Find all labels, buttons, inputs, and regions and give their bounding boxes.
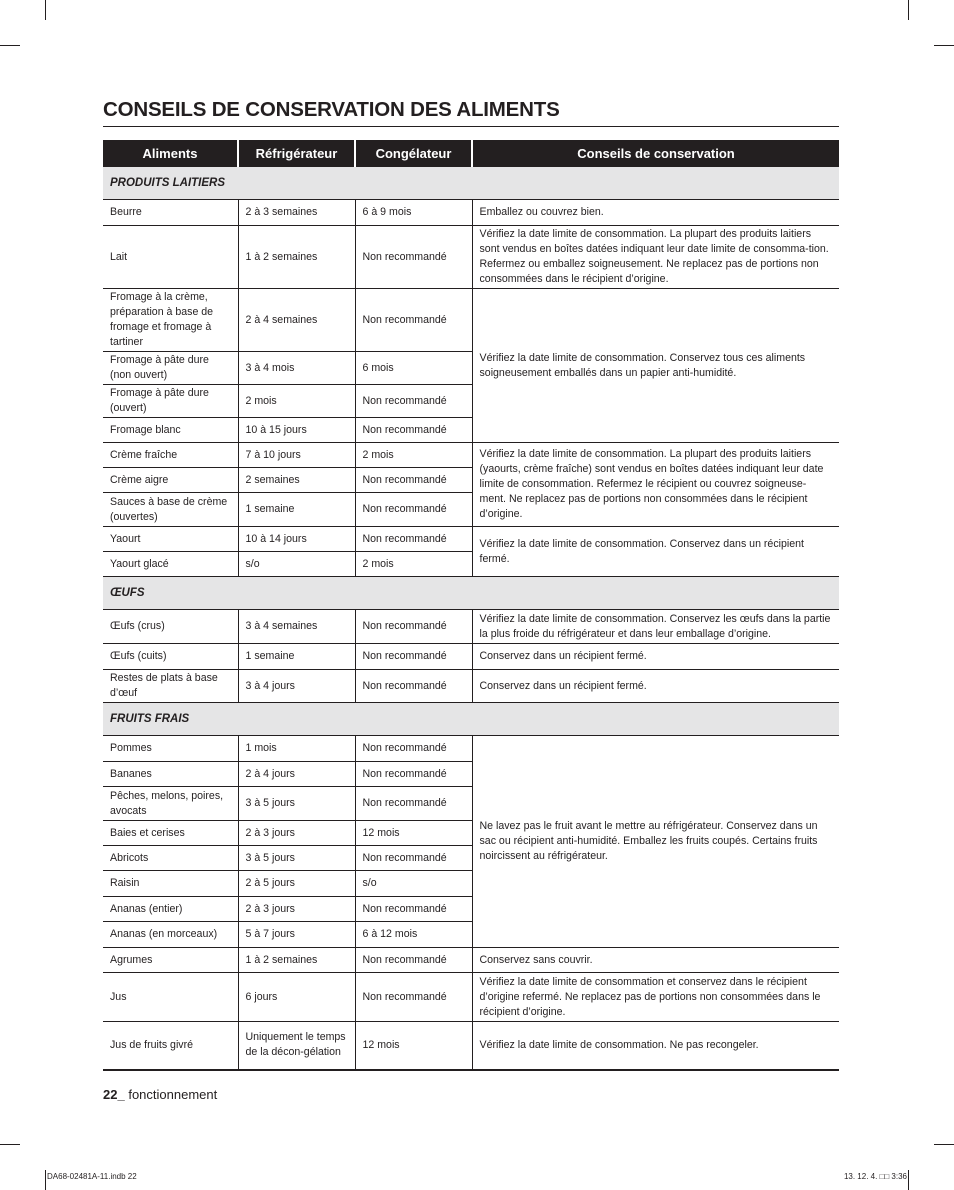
- cell-freezer: 12 mois: [355, 821, 472, 846]
- cell-advice: Ne lavez pas le fruit avant le mettre au réfrigérateur. Conservez dans un sac ou récipient anti-humidité. Emballez les fruits coupés. Certains fruits noircissent au réfrigérateur.: [472, 736, 839, 948]
- table-header: [103, 140, 839, 167]
- cell-fridge: 10 à 15 jours: [238, 418, 355, 443]
- cell-food: Beurre: [103, 200, 238, 226]
- cell-advice: Conservez dans un récipient fermé.: [472, 644, 839, 670]
- cell-food: Fromage à la crème, préparation à base de fromage et fromage à tartiner: [103, 289, 238, 352]
- cell-food: Yaourt glacé: [103, 552, 238, 577]
- cell-fridge: 1 semaine: [238, 644, 355, 670]
- cell-food: Œufs (cuits): [103, 644, 238, 670]
- cell-freezer: Non recommandé: [355, 670, 472, 703]
- table-row: [103, 736, 839, 762]
- cell-food: Fromage blanc: [103, 418, 238, 443]
- cell-fridge: 7 à 10 jours: [238, 443, 355, 468]
- cell-freezer: Non recommandé: [355, 468, 472, 493]
- cell-food: Crème aigre: [103, 468, 238, 493]
- print-slug-file: DA68-02481A-11.indb 22: [47, 1172, 137, 1181]
- cell-advice: Emballez ou couvrez bien.: [472, 200, 839, 226]
- cell-advice: Vérifiez la date limite de consommation. La plupart des produits laitiers (yaourts, crème fraîche) sont vendus en boîtes datées indiquant leur date limite de consommation. Refermez le récipient ou couvrez soigneuse-ment. Ne replacez pas de portions non consommées dans le récipient d’origine.: [472, 443, 839, 527]
- cell-freezer: Non recommandé: [355, 787, 472, 821]
- table-row: [103, 226, 839, 289]
- cell-fridge: 10 à 14 jours: [238, 527, 355, 552]
- cell-fridge: 6 jours: [238, 973, 355, 1022]
- cell-freezer: Non recommandé: [355, 762, 472, 787]
- cell-freezer: Non recommandé: [355, 897, 472, 922]
- cell-food: Restes de plats à base d’œuf: [103, 670, 238, 703]
- cell-food: Pommes: [103, 736, 238, 762]
- cell-freezer: Non recommandé: [355, 644, 472, 670]
- cell-fridge: 1 à 2 semaines: [238, 948, 355, 973]
- table-row: [103, 1022, 839, 1070]
- cell-fridge: 2 à 3 semaines: [238, 200, 355, 226]
- cell-freezer: Non recommandé: [355, 846, 472, 871]
- section-row: [103, 703, 839, 736]
- cell-advice: Vérifiez la date limite de consommation. Conservez dans un récipient fermé.: [472, 527, 839, 577]
- cell-freezer: Non recommandé: [355, 610, 472, 644]
- cell-advice: Vérifiez la date limite de consommation et conservez dans le récipient d’origine refermé. Ne replacez pas de portions non consommées dans le récipient d’origine.: [472, 973, 839, 1022]
- header-congelateur: Congélateur: [355, 140, 472, 167]
- cell-fridge: 5 à 7 jours: [238, 922, 355, 948]
- cell-food: Sauces à base de crème (ouvertes): [103, 493, 238, 527]
- cell-freezer: 2 mois: [355, 552, 472, 577]
- crop-mark: [908, 1170, 909, 1190]
- cell-freezer: 12 mois: [355, 1022, 472, 1070]
- cell-freezer: Non recommandé: [355, 289, 472, 352]
- cell-food: Abricots: [103, 846, 238, 871]
- cell-fridge: 2 semaines: [238, 468, 355, 493]
- cell-fridge: 2 mois: [238, 385, 355, 418]
- cell-freezer: 6 mois: [355, 352, 472, 385]
- table-row: [103, 443, 839, 468]
- cell-fridge: 2 à 4 jours: [238, 762, 355, 787]
- cell-freezer: Non recommandé: [355, 736, 472, 762]
- cell-fridge: 1 semaine: [238, 493, 355, 527]
- section-fruits-frais: FRUITS FRAIS: [103, 703, 839, 736]
- cell-freezer: s/o: [355, 871, 472, 897]
- cell-fridge: 3 à 5 jours: [238, 846, 355, 871]
- cell-food: Crème fraîche: [103, 443, 238, 468]
- print-slug-date: 13. 12. 4. □□ 3:36: [843, 1172, 907, 1181]
- cell-food: Jus: [103, 973, 238, 1022]
- crop-mark: [908, 0, 909, 20]
- cell-fridge: 1 à 2 semaines: [238, 226, 355, 289]
- cell-advice: Vérifiez la date limite de consommation. Conservez les œufs dans la partie la plus froide du réfrigérateur et dans leur emballage d’origine.: [472, 610, 839, 644]
- table-row: [103, 973, 839, 1022]
- cell-food: Pêches, melons, poires, avocats: [103, 787, 238, 821]
- cell-advice: Conservez sans couvrir.: [472, 948, 839, 973]
- cell-food: Agrumes: [103, 948, 238, 973]
- table-row: [103, 610, 839, 644]
- crop-mark: [934, 45, 954, 46]
- cell-fridge: 3 à 4 semaines: [238, 610, 355, 644]
- cell-food: Ananas (entier): [103, 897, 238, 922]
- cell-freezer: 6 à 12 mois: [355, 922, 472, 948]
- table-row: [103, 200, 839, 226]
- cell-freezer: Non recommandé: [355, 493, 472, 527]
- crop-mark: [45, 0, 46, 20]
- header-refrigerateur: Réfrigérateur: [238, 140, 355, 167]
- header-aliments: Aliments: [103, 140, 238, 167]
- page-title: CONSEILS DE CONSERVATION DES ALIMENTS: [103, 98, 839, 127]
- table-row: [103, 670, 839, 703]
- table-row: [103, 527, 839, 552]
- header-conseils: Conseils de conservation: [472, 140, 839, 167]
- cell-fridge: s/o: [238, 552, 355, 577]
- page-footer: [103, 1087, 217, 1102]
- cell-freezer: Non recommandé: [355, 418, 472, 443]
- cell-fridge: Uniquement le temps de la décon-gélation: [238, 1022, 355, 1070]
- cell-food: Baies et cerises: [103, 821, 238, 846]
- crop-mark: [934, 1144, 954, 1145]
- cell-fridge: 3 à 4 mois: [238, 352, 355, 385]
- cell-freezer: Non recommandé: [355, 385, 472, 418]
- cell-freezer: Non recommandé: [355, 527, 472, 552]
- cell-advice: Conservez dans un récipient fermé.: [472, 670, 839, 703]
- cell-freezer: Non recommandé: [355, 973, 472, 1022]
- footer-section: fonctionnement: [128, 1087, 218, 1102]
- section-row: [103, 167, 839, 200]
- section-row: [103, 577, 839, 610]
- table-row: [103, 644, 839, 670]
- cell-food: Lait: [103, 226, 238, 289]
- cell-fridge: 3 à 5 jours: [238, 787, 355, 821]
- cell-fridge: 2 à 3 jours: [238, 821, 355, 846]
- table-row: [103, 289, 839, 352]
- cell-food: Fromage à pâte dure (non ouvert): [103, 352, 238, 385]
- cell-food: Yaourt: [103, 527, 238, 552]
- cell-food: Ananas (en morceaux): [103, 922, 238, 948]
- cell-advice: Vérifiez la date limite de consommation. La plupart des produits laitiers sont vendus en boîtes datées indiquant leur date limite de consomma-tion. Refermez ou emballez soigneusement. Ne replacez pas de portions non consommées dans le récipient d’origine.: [472, 226, 839, 289]
- section-oeufs: ŒUFS: [103, 577, 839, 610]
- cell-food: Fromage à pâte dure (ouvert): [103, 385, 238, 418]
- cell-freezer: Non recommandé: [355, 948, 472, 973]
- crop-mark: [0, 1144, 20, 1145]
- page-number: 22_: [103, 1087, 125, 1102]
- crop-mark: [0, 45, 20, 46]
- cell-fridge: 2 à 4 semaines: [238, 289, 355, 352]
- cell-food: Jus de fruits givré: [103, 1022, 238, 1070]
- cell-food: Bananes: [103, 762, 238, 787]
- cell-advice: Vérifiez la date limite de consommation. Ne pas recongeler.: [472, 1022, 839, 1070]
- cell-fridge: 3 à 4 jours: [238, 670, 355, 703]
- cell-food: Œufs (crus): [103, 610, 238, 644]
- cell-freezer: 6 à 9 mois: [355, 200, 472, 226]
- cell-freezer: 2 mois: [355, 443, 472, 468]
- section-produits-laitiers: PRODUITS LAITIERS: [103, 167, 839, 200]
- cell-fridge: 2 à 5 jours: [238, 871, 355, 897]
- cell-food: Raisin: [103, 871, 238, 897]
- table-row: [103, 948, 839, 973]
- cell-fridge: 2 à 3 jours: [238, 897, 355, 922]
- cell-fridge: 1 mois: [238, 736, 355, 762]
- cell-freezer: Non recommandé: [355, 226, 472, 289]
- crop-mark: [45, 1170, 46, 1190]
- cell-advice: Vérifiez la date limite de consommation. Conservez tous ces aliments soigneusement emballés dans un papier anti-humidité.: [472, 289, 839, 443]
- storage-table: [103, 140, 839, 1071]
